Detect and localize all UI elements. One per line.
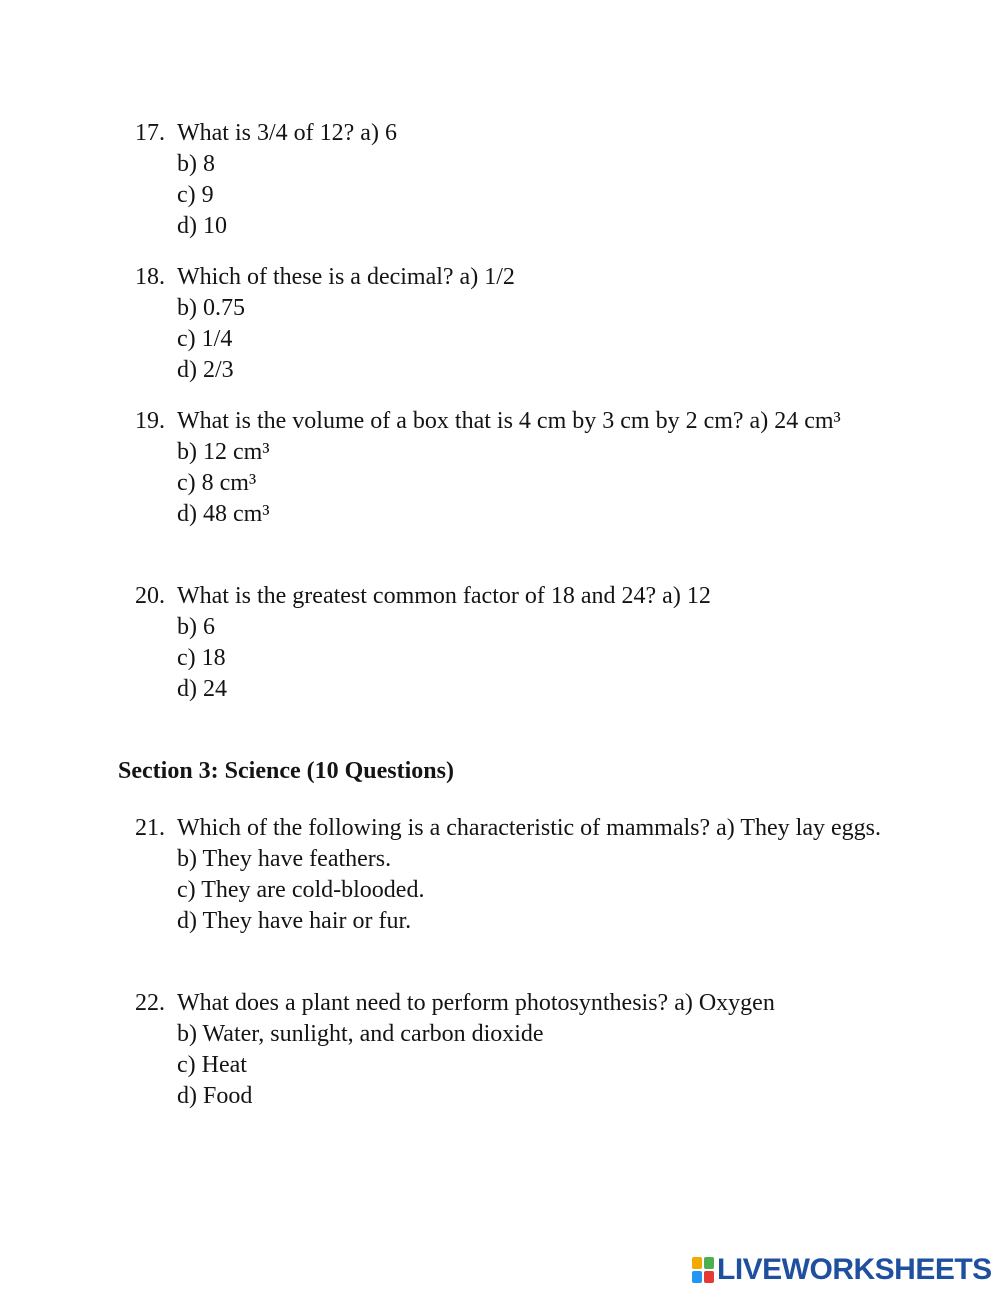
liveworksheets-logo (692, 1254, 992, 1286)
answer-option-d: d) 24 (177, 676, 227, 702)
answer-option-b: b) They have feathers. (177, 846, 392, 872)
question-22 (135, 988, 895, 1112)
answer-option-b: b) 8 (177, 151, 215, 177)
logo-tiles-icon (692, 1257, 714, 1283)
question-21 (135, 813, 895, 937)
answer-option-c: c) 9 (177, 182, 214, 208)
answer-option-b: b) 0.75 (177, 295, 245, 321)
question-number: 21. (135, 815, 165, 841)
answer-option-c: c) 18 (177, 645, 226, 671)
question-stem: What is 3/4 of 12? a) 6 (177, 120, 397, 146)
answer-option-c: c) They are cold-blooded. (177, 877, 425, 903)
answer-option-b: b) 12 cm³ (177, 439, 270, 465)
question-18 (135, 262, 895, 386)
question-stem: Which of the following is a characteristic of mammals? a) They lay eggs. (177, 815, 881, 841)
answer-option-d: d) 10 (177, 213, 227, 239)
logo-tile (704, 1271, 714, 1283)
question-stem: Which of these is a decimal? a) 1/2 (177, 264, 515, 290)
answer-option-c: c) 8 cm³ (177, 470, 257, 496)
question-number: 20. (135, 583, 165, 609)
answer-option-d: d) 48 cm³ (177, 501, 270, 527)
question-17 (135, 118, 895, 242)
question-number: 22. (135, 990, 165, 1016)
question-19 (135, 406, 865, 530)
logo-wordmark: LIVEWORKSHEETS (717, 1253, 992, 1286)
question-number: 19. (135, 408, 165, 434)
answer-option-b: b) Water, sunlight, and carbon dioxide (177, 1021, 544, 1047)
answer-option-d: d) 2/3 (177, 357, 234, 383)
logo-tile (704, 1257, 714, 1269)
answer-option-b: b) 6 (177, 614, 215, 640)
section-heading: Section 3: Science (10 Questions) (118, 758, 454, 784)
answer-option-c: c) Heat (177, 1052, 247, 1078)
answer-option-d: d) Food (177, 1083, 253, 1109)
question-number: 17. (135, 120, 165, 146)
answer-option-d: d) They have hair or fur. (177, 908, 412, 934)
question-stem: What does a plant need to perform photosynthesis? a) Oxygen (177, 990, 775, 1016)
logo-tile (692, 1271, 702, 1283)
question-20 (135, 581, 895, 705)
question-number: 18. (135, 264, 165, 290)
question-stem: What is the volume of a box that is 4 cm by 3 cm by 2 cm? a) 24 cm³ (177, 408, 841, 434)
answer-option-c: c) 1/4 (177, 326, 233, 352)
logo-tile (692, 1257, 702, 1269)
question-stem: What is the greatest common factor of 18 and 24? a) 12 (177, 583, 711, 609)
